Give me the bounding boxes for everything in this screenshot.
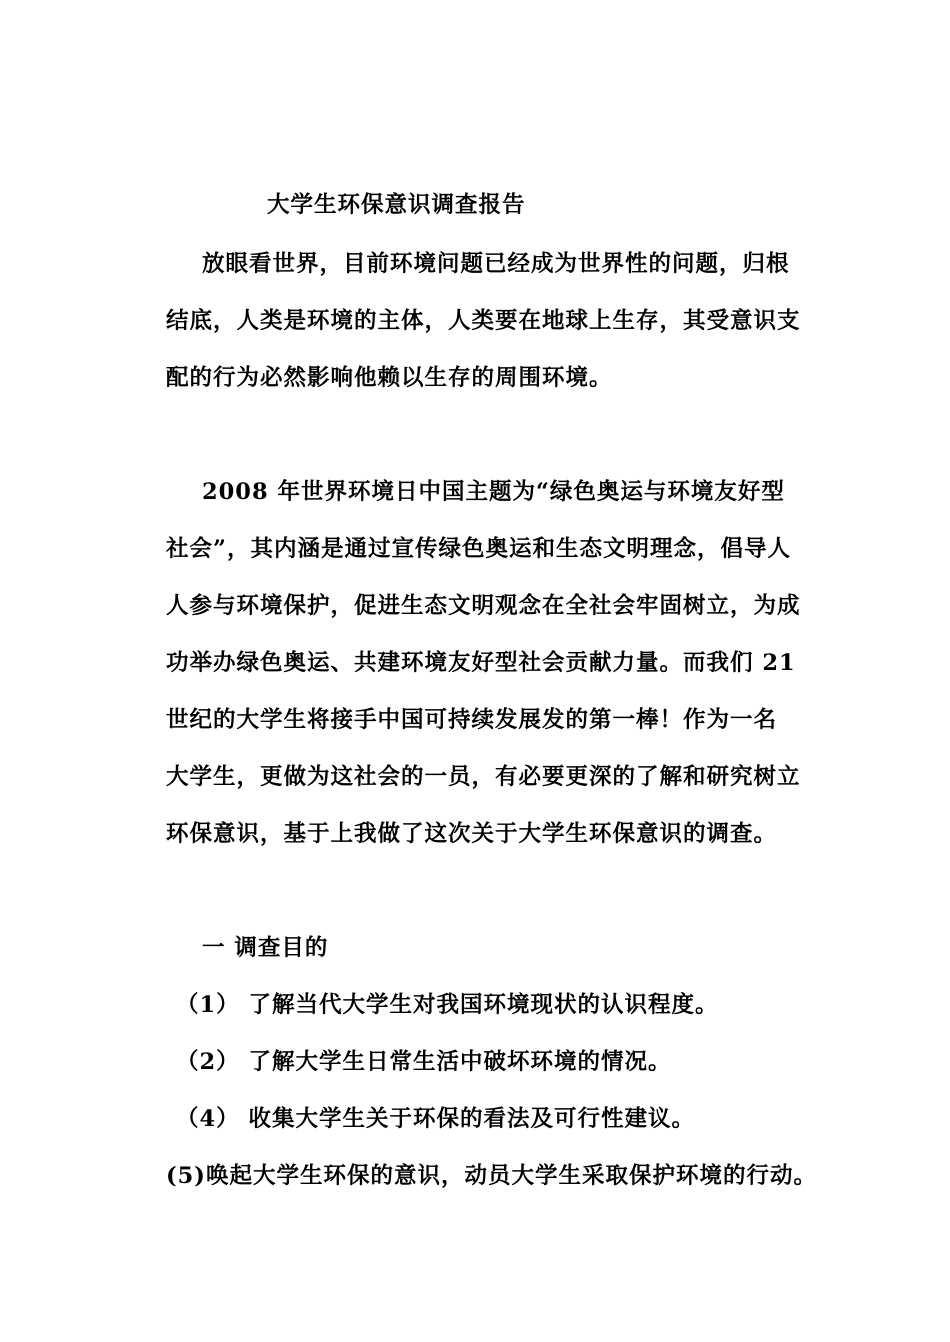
paragraph-2-line-5: 世纪的大学生将接手中国可持续发展发的第一棒！作为一名 (166, 707, 778, 733)
paragraph-2-line-6: 大学生，更做为这社会的一员，有必要更深的了解和研究树立 (166, 764, 801, 790)
objective-item: （2） 了解大学生日常生活中破坏环境的情况。 (176, 1049, 672, 1075)
paragraph-2-line-7: 环保意识，基于上我做了这次关于大学生环保意识的调查。 (166, 821, 778, 847)
paragraph-1-line-3: 配的行为必然影响他赖以生存的周围环境。 (166, 365, 613, 391)
paragraph-1-line-2: 结底，人类是环境的主体，人类要在地球上生存，其受意识支 (166, 308, 801, 334)
paragraph-1-line-1: 放眼看世界，目前环境问题已经成为世界性的问题，归根 (202, 251, 790, 277)
objective-item: （1） 了解当代大学生对我国环境现状的认识程度。 (176, 992, 719, 1018)
paragraph-2-line-1: 2008 年世界环境日中国主题为“绿色奥运与环境友好型 (202, 479, 785, 505)
paragraph-2-line-3: 人参与环境保护，促进生态文明观念在全社会牢固树立，为成 (166, 593, 801, 619)
section-heading-purpose: 一 调查目的 (202, 935, 329, 961)
objective-item: （4） 收集大学生关于环保的看法及可行性建议。 (176, 1106, 695, 1132)
paragraph-2-line-2: 社会”，其内涵是通过宣传绿色奥运和生态文明理念，倡导人 (166, 536, 791, 562)
objective-item: (5)唤起大学生环保的意识，动员大学生采取保护环境的行动。 (166, 1163, 817, 1189)
document-title: 大学生环保意识调查报告 (267, 192, 526, 218)
paragraph-2-line-4: 功举办绿色奥运、共建环境友好型社会贡献力量。而我们 21 (166, 650, 796, 676)
